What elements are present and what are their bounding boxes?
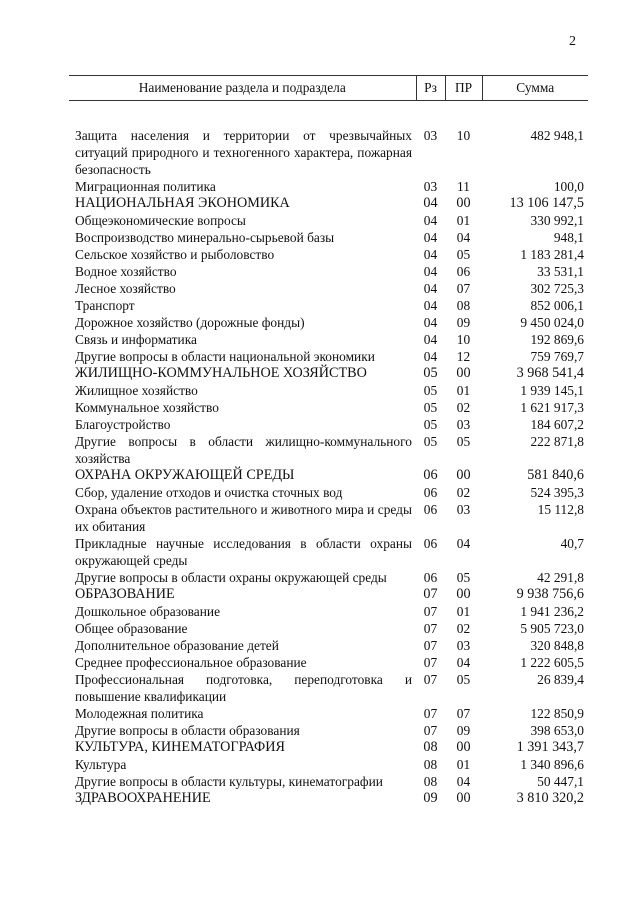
row-name: Профессиональная подготовка, переподготовка и повышение квалификации	[75, 672, 412, 704]
row-sum: 15 112,8	[537, 502, 584, 517]
row-rz: 04	[423, 230, 438, 245]
row-name: Общее образование	[75, 621, 188, 636]
row-rz: 05	[423, 417, 438, 432]
row-name: Другие вопросы в области культуры, кинематографии	[75, 774, 383, 789]
subsection-row	[69, 382, 588, 399]
row-name: Среднее профессиональное образование	[75, 655, 307, 670]
row-pr: 00	[456, 790, 471, 806]
row-pr: 00	[456, 365, 471, 381]
row-sum: 26 839,4	[537, 672, 584, 687]
row-name: ОХРАНА ОКРУЖАЮЩЕЙ СРЕДЫ	[75, 467, 295, 483]
row-name: Защита населения и территории от чрезвычайных ситуаций природного и техногенного характера, пожарная безопасность	[75, 128, 412, 177]
row-pr: 10	[456, 332, 471, 347]
row-pr: 04	[456, 230, 471, 245]
subsection-row	[69, 484, 588, 501]
subsection-row	[69, 178, 588, 195]
subsection-row	[69, 637, 588, 654]
row-pr: 04	[456, 655, 471, 670]
row-pr: 04	[456, 774, 471, 789]
row-rz: 04	[423, 315, 438, 330]
row-name: Дополнительное образование детей	[75, 638, 279, 653]
row-name: Молодежная политика	[75, 706, 204, 721]
row-pr: 05	[456, 672, 471, 687]
row-sum: 482 948,1	[530, 128, 584, 143]
row-pr: 02	[456, 400, 471, 415]
table-body	[69, 101, 588, 808]
row-pr: 00	[456, 467, 471, 483]
row-pr: 08	[456, 298, 471, 313]
row-rz: 05	[423, 383, 438, 398]
row-rz: 04	[423, 281, 438, 296]
subsection-row	[69, 212, 588, 229]
row-rz: 09	[423, 790, 438, 806]
subsection-row	[69, 756, 588, 773]
subsection-row	[69, 263, 588, 280]
row-name: Связь и информатика	[75, 332, 197, 347]
row-name: Сбор, удаление отходов и очистка сточных вод	[75, 485, 343, 500]
row-sum: 302 725,3	[530, 281, 584, 296]
row-sum: 1 941 236,2	[520, 604, 584, 619]
row-pr: 06	[456, 264, 471, 279]
row-sum: 3 968 541,4	[516, 365, 584, 381]
row-rz: 07	[423, 655, 438, 670]
row-name: Сельское хозяйство и рыболовство	[75, 247, 275, 262]
row-rz: 07	[423, 586, 438, 602]
subsection-row	[69, 331, 588, 348]
row-sum: 9 450 024,0	[520, 315, 584, 330]
row-rz: 08	[423, 739, 438, 755]
subsection-row	[69, 348, 588, 365]
row-sum: 1 183 281,4	[520, 247, 584, 262]
row-pr: 03	[456, 502, 471, 517]
row-sum: 40,7	[560, 536, 584, 551]
section-row	[69, 790, 588, 807]
row-pr: 01	[456, 213, 471, 228]
row-sum: 398 653,0	[530, 723, 584, 738]
row-name: Другие вопросы в области жилищно-коммунального хозяйства	[75, 434, 412, 466]
subsection-row	[69, 603, 588, 620]
row-name: Охрана объектов растительного и животного мира и среды их обитания	[75, 502, 412, 534]
subsection-row	[69, 297, 588, 314]
subsection-row	[69, 399, 588, 416]
row-sum: 759 769,7	[530, 349, 584, 364]
row-rz: 07	[423, 706, 438, 721]
subsection-row	[69, 280, 588, 297]
row-pr: 01	[456, 604, 471, 619]
row-sum: 1 391 343,7	[516, 739, 584, 755]
row-name: Коммунальное хозяйство	[75, 400, 219, 415]
row-rz: 03	[423, 179, 438, 194]
header-pr: ПР	[445, 76, 482, 101]
row-rz: 04	[423, 298, 438, 313]
row-name: Транспорт	[75, 298, 135, 313]
section-row	[69, 586, 588, 603]
row-name: Дошкольное образование	[75, 604, 221, 619]
row-sum: 1 939 145,1	[520, 383, 584, 398]
spacer-row	[69, 101, 588, 128]
subsection-row	[69, 654, 588, 671]
section-row	[69, 467, 588, 484]
row-sum: 122 850,9	[530, 706, 584, 721]
row-rz: 06	[423, 467, 438, 483]
row-name: Воспроизводство минерально-сырьевой базы	[75, 230, 335, 245]
row-sum: 50 447,1	[537, 774, 584, 789]
header-name: Наименование раздела и подраздела	[69, 76, 416, 101]
row-sum: 5 905 723,0	[520, 621, 584, 636]
row-pr: 03	[456, 638, 471, 653]
row-rz: 04	[423, 247, 438, 262]
section-row	[69, 365, 588, 382]
row-sum: 13 106 147,5	[509, 195, 584, 211]
row-name: Общеэкономические вопросы	[75, 213, 246, 228]
subsection-row	[69, 671, 588, 705]
section-row	[69, 739, 588, 756]
table-header-row	[69, 76, 588, 101]
row-pr: 01	[456, 757, 471, 772]
row-sum: 1 621 917,3	[520, 400, 584, 415]
row-pr: 00	[456, 195, 471, 211]
subsection-row	[69, 501, 588, 535]
row-rz: 04	[423, 213, 438, 228]
row-name: КУЛЬТУРА, КИНЕМАТОГРАФИЯ	[75, 739, 285, 755]
row-rz: 05	[423, 365, 438, 381]
row-sum: 42 291,8	[537, 570, 584, 585]
subsection-row	[69, 722, 588, 739]
row-pr: 04	[456, 536, 471, 551]
row-pr: 12	[456, 349, 471, 364]
row-rz: 04	[423, 195, 438, 211]
row-pr: 01	[456, 383, 471, 398]
row-sum: 852 006,1	[530, 298, 584, 313]
row-rz: 04	[423, 332, 438, 347]
row-pr: 05	[456, 247, 471, 262]
subsection-row	[69, 773, 588, 790]
row-rz: 07	[423, 638, 438, 653]
subsection-row	[69, 127, 588, 178]
row-sum: 1 222 605,5	[520, 655, 584, 670]
row-name: ОБРАЗОВАНИЕ	[75, 586, 175, 602]
row-name: Другие вопросы в области национальной экономики	[75, 349, 375, 364]
row-pr: 09	[456, 315, 471, 330]
subsection-row	[69, 229, 588, 246]
row-pr: 11	[457, 179, 470, 194]
subsection-row	[69, 416, 588, 433]
header-sum: Сумма	[482, 76, 588, 101]
row-name: Лесное хозяйство	[75, 281, 176, 296]
row-name: Культура	[75, 757, 127, 772]
row-sum: 3 810 320,2	[516, 790, 584, 806]
budget-table	[69, 75, 588, 807]
row-rz: 06	[423, 502, 438, 517]
row-pr: 00	[456, 739, 471, 755]
row-pr: 05	[456, 570, 471, 585]
row-name: ЗДРАВООХРАНЕНИЕ	[75, 790, 211, 806]
subsection-row	[69, 620, 588, 637]
row-rz: 06	[423, 570, 438, 585]
row-rz: 07	[423, 723, 438, 738]
subsection-row	[69, 246, 588, 263]
row-sum: 524 395,3	[530, 485, 584, 500]
row-rz: 04	[423, 264, 438, 279]
row-sum: 581 840,6	[527, 467, 584, 483]
header-rz: Рз	[416, 76, 445, 101]
row-rz: 04	[423, 349, 438, 364]
subsection-row	[69, 535, 588, 569]
row-rz: 05	[423, 434, 438, 449]
row-sum: 33 531,1	[537, 264, 584, 279]
row-sum: 948,1	[553, 230, 584, 245]
subsection-row	[69, 569, 588, 586]
row-pr: 03	[456, 417, 471, 432]
row-name: НАЦИОНАЛЬНАЯ ЭКОНОМИКА	[75, 195, 290, 211]
row-pr: 09	[456, 723, 471, 738]
row-sum: 9 938 756,6	[516, 586, 584, 602]
row-sum: 192 869,6	[530, 332, 584, 347]
row-sum: 1 340 896,6	[520, 757, 584, 772]
row-rz: 08	[423, 774, 438, 789]
row-rz: 07	[423, 604, 438, 619]
row-pr: 05	[456, 434, 471, 449]
row-sum: 320 848,8	[530, 638, 584, 653]
row-name: Другие вопросы в области охраны окружающей среды	[75, 570, 387, 585]
row-sum: 222 871,8	[530, 434, 584, 449]
subsection-row	[69, 314, 588, 331]
row-rz: 03	[423, 128, 438, 143]
row-rz: 08	[423, 757, 438, 772]
row-pr: 02	[456, 621, 471, 636]
row-sum: 330 992,1	[530, 213, 584, 228]
row-name: Дорожное хозяйство (дорожные фонды)	[75, 315, 305, 330]
row-pr: 07	[456, 281, 471, 296]
row-sum: 184 607,2	[530, 417, 584, 432]
row-pr: 10	[456, 128, 471, 143]
row-pr: 07	[456, 706, 471, 721]
row-name: Жилищное хозяйство	[75, 383, 198, 398]
row-name: Другие вопросы в области образования	[75, 723, 300, 738]
row-sum: 100,0	[553, 179, 584, 194]
row-pr: 02	[456, 485, 471, 500]
row-pr: 00	[456, 586, 471, 602]
row-name: Миграционная политика	[75, 179, 216, 194]
subsection-row	[69, 705, 588, 722]
row-name: Водное хозяйство	[75, 264, 177, 279]
row-rz: 06	[423, 485, 438, 500]
row-name: Благоустройство	[75, 417, 171, 432]
row-name: Прикладные научные исследования в области охраны окружающей среды	[75, 536, 412, 568]
row-rz: 07	[423, 621, 438, 636]
row-rz: 07	[423, 672, 438, 687]
row-rz: 06	[423, 536, 438, 551]
section-row	[69, 195, 588, 212]
subsection-row	[69, 433, 588, 467]
row-rz: 05	[423, 400, 438, 415]
row-name: ЖИЛИЩНО-КОММУНАЛЬНОЕ ХОЗЯЙСТВО	[75, 365, 367, 381]
page-number: 2	[569, 34, 576, 49]
